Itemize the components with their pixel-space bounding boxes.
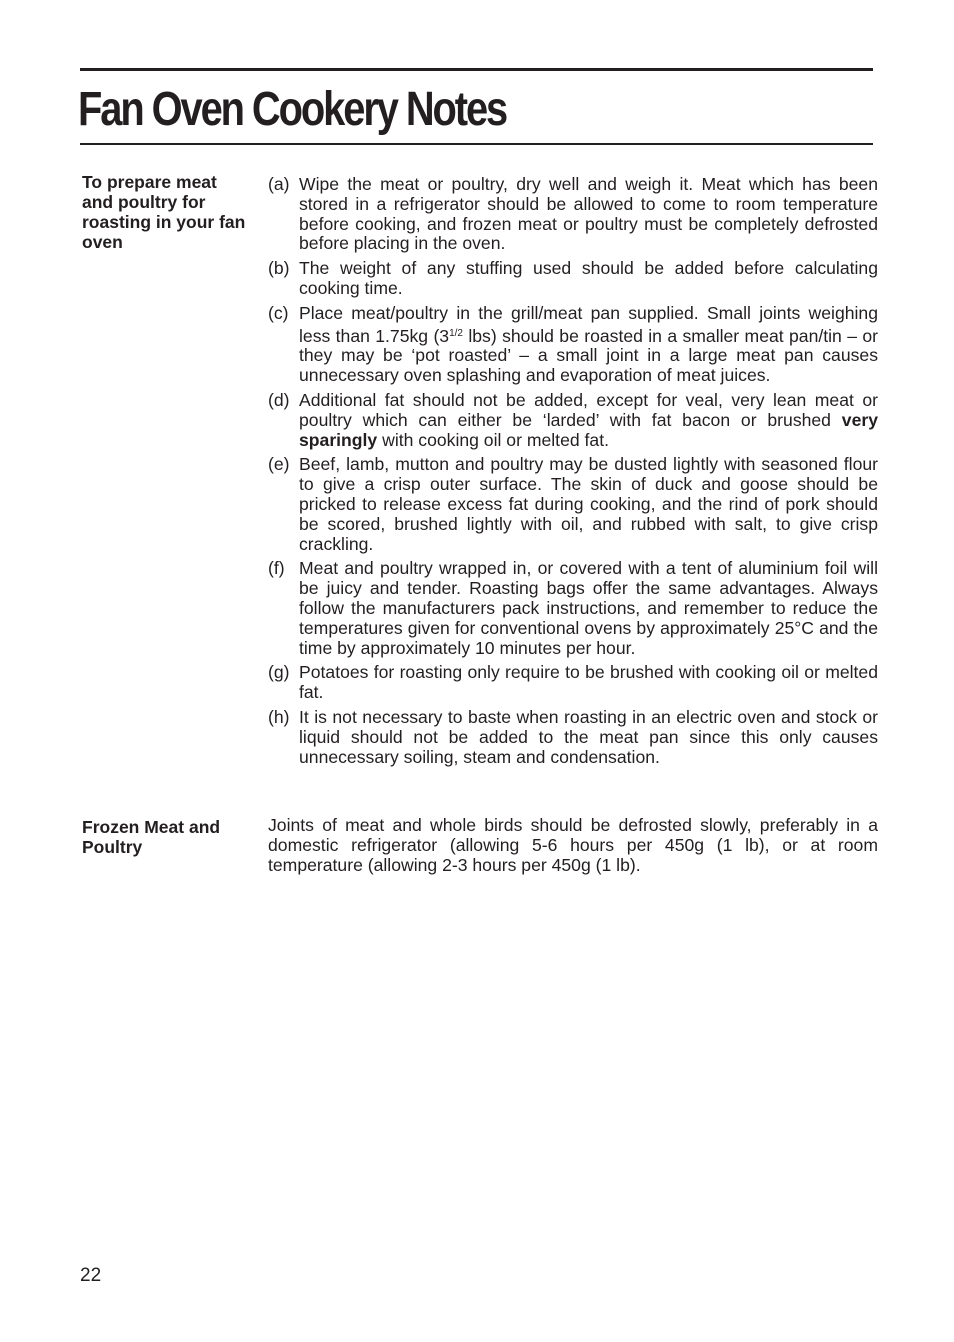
section-heading-roasting: To prepare meat and poultry for roasting in your fan oven xyxy=(82,172,246,252)
fraction-half: 1/2 xyxy=(449,327,463,339)
item-text: The weight of any stuffing used should be added before calculating cooking time. xyxy=(299,258,878,298)
item-marker: (b) xyxy=(268,258,290,279)
frozen-meat-paragraph: Joints of meat and whole birds should be defrosted slowly, preferably in a domestic refrigerator (allowing 5-6 hours per 450g (1 lb), or at room temperature (allowing 2-3 hours per 450g (1 lb). xyxy=(268,815,878,875)
emphasis-text: very sparingly xyxy=(299,409,878,450)
item-text: Meat and poultry wrapped in, or covered with a tent of aluminium foil will be juicy and tender. Roasting bags offer the same advantages. Always follow the manufacturers pack instructions, and remember to reduce the temperatures given for conventional ovens by approximately 25°C and the time by approximately 10 minutes per hour. xyxy=(299,558,878,658)
list-item xyxy=(268,175,878,254)
item-marker: (f) xyxy=(268,558,285,579)
item-marker: (a) xyxy=(268,174,290,194)
item-text-start: Place meat/poultry in the grill/meat pan supplied. Small joints weighing less than 1.75kg (3 xyxy=(299,302,878,346)
frozen-meat-section xyxy=(268,816,878,875)
page-number: 22 xyxy=(80,1265,102,1286)
title-bottom-rule xyxy=(80,143,873,145)
item-text-start: Additional fat should not be added, except for veal, very lean meat or poultry which can either be ‘larded’ with fat bacon or brushed xyxy=(299,389,878,430)
section-heading-frozen: Frozen Meat and Poultry xyxy=(82,817,221,857)
item-marker: (g) xyxy=(268,662,290,683)
item-marker: (e) xyxy=(268,454,290,475)
item-text: Beef, lamb, mutton and poultry may be dusted lightly with seasoned flour to give a crisp outer surface. The skin of duck and goose should be pricked to release excess fat during cooking, and the rind of pork should be scored, brushed lightly with oil, and rubbed with salt, to give crisp crackling. xyxy=(299,454,878,554)
list-item xyxy=(268,304,878,386)
item-text: Potatoes for roasting only require to be brushed with cooking oil or melted fat. xyxy=(299,662,878,703)
list-item xyxy=(268,391,878,450)
item-marker: (h) xyxy=(268,706,290,727)
item-marker: (d) xyxy=(268,389,290,410)
list-item xyxy=(268,663,878,703)
list-item xyxy=(268,455,878,554)
item-text: It is not necessary to baste when roasting in an electric oven and stock or liquid should not be added to the meat pan since this only causes unnecessary soiling, steam and condensation. xyxy=(299,706,878,767)
item-text xyxy=(299,304,878,386)
roasting-instructions-list xyxy=(268,175,878,772)
item-text: Wipe the meat or poultry, dry well and weigh it. Meat which has been stored in a refrigerator should be allowed to come to room temperature before cooking, and frozen meat or poultry must be completely defrosted before placing in the oven. xyxy=(299,174,878,254)
title-top-rule xyxy=(80,68,873,71)
item-marker: (c) xyxy=(268,302,289,323)
page-title: Fan Oven Cookery Notes xyxy=(78,83,507,136)
list-item xyxy=(268,559,878,658)
item-text-end: lbs) should be roasted in a smaller meat pan/tin – or they may be ‘pot roasted’ – a small joint in a large meat pan causes unnecessary oven splashing and evaporation of meat juices. xyxy=(299,325,878,386)
list-item xyxy=(268,259,878,299)
item-text xyxy=(299,391,878,450)
item-text-end: with cooking oil or melted fat. xyxy=(377,429,609,450)
list-item xyxy=(268,708,878,767)
